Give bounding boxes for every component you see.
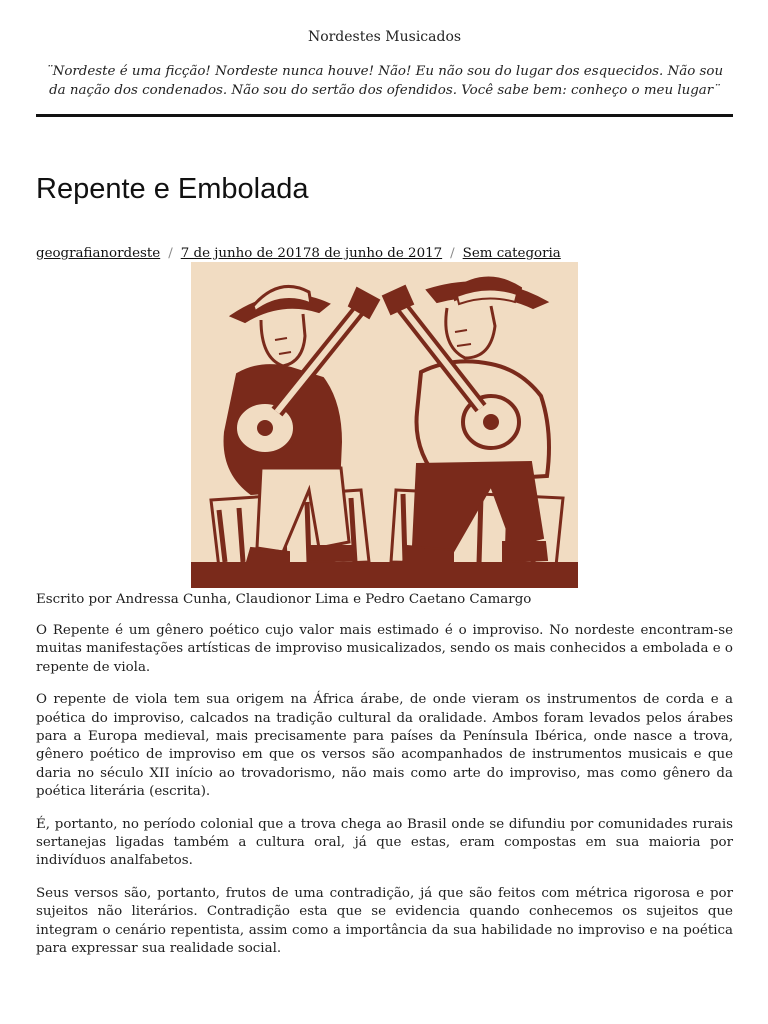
- meta-separator: /: [168, 246, 173, 261]
- paragraph: O repente de viola tem sua origem na África árabe, de onde vieram os instrumentos de corda e a poética do improviso, calcados na tradição cultural da oralidade. Ambos foram levados pelos árabes para a Europa medieval, mais precisamente para países da Península Ibérica, onde nasce a trova, gênero poético de improviso em que os versos são acompanhados de instrumentos musicais e que daria no século XII início ao trovadorismo, não mais como arte do improviso, mas como gênero da poética literária (escrita).: [36, 692, 733, 800]
- post-meta: [36, 244, 561, 264]
- post-byline: Escrito por Andressa Cunha, Claudionor Lima e Pedro Caetano Camargo: [36, 592, 532, 607]
- author-link[interactable]: geografianordeste: [36, 246, 161, 261]
- date-link[interactable]: 7 de junho de 20178 de junho de 2017: [180, 246, 443, 261]
- woodcut-illustration: [191, 262, 578, 588]
- header-divider: [36, 114, 733, 117]
- repentistas-woodcut-image: [191, 262, 578, 588]
- paragraph: Seus versos são, portanto, frutos de uma contradição, já que são feitos com métrica rigorosa e por sujeitos não literários. Contradição esta que se evidencia quando conhecemos os sujeitos que integram o cenário repentista, assim como a importância da sua habilidade no improviso e na poética para expressar sua realidade social.: [36, 885, 733, 957]
- post-content: [36, 622, 733, 973]
- paragraph: O Repente é um gênero poético cujo valor mais estimado é o improviso. No nordeste encontram-se muitas manifestações artísticas de improviso musicalizados, sendo os mais conhecidos a embolada e o repente de viola.: [36, 623, 733, 675]
- post-title: Repente e Embolada: [36, 173, 309, 205]
- paragraph: É, portanto, no período colonial que a trova chega ao Brasil onde se difundiu por comunidades rurais sertanejas ligadas também a cultura oral, já que estas, eram compostas em sua maioria por indivíduos analfabetos.: [36, 816, 733, 869]
- site-description: ¨Nordeste é uma ficção! Nordeste nunca houve! Não! Eu não sou do lugar dos esquecidos. Não sou da nação dos condenados. Não sou do sertão dos ofendidos. Você sabe bem: conheço o meu lugar¨: [45, 64, 724, 99]
- site-header: [36, 28, 733, 100]
- category-link[interactable]: Sem categoria: [462, 246, 561, 261]
- meta-separator: /: [450, 246, 455, 261]
- site-title[interactable]: Nordestes Musicados: [307, 29, 462, 45]
